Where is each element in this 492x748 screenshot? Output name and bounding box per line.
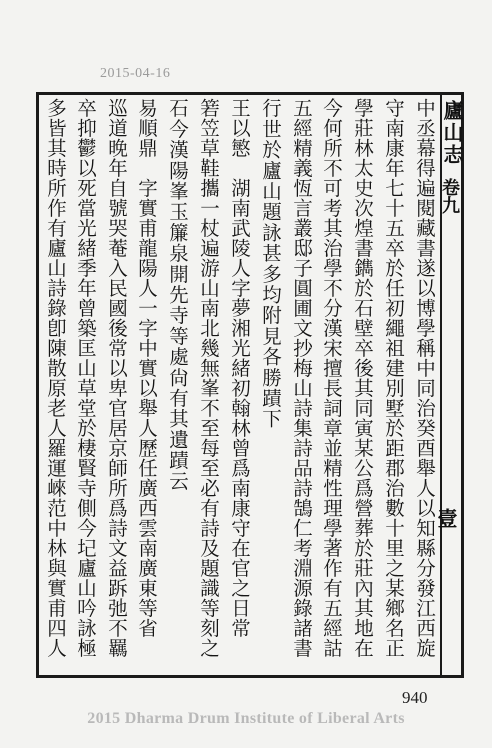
text-column-8: 箬笠草鞋攜一杖遍游山南北幾無峯不至每至必有詩及題識等刻之 [197,98,220,658]
text-column-11: 巡道晚年自號哭菴入民國後常以卑官居京師所爲詩文益跅弛不羈 [105,98,128,658]
text-column-5: 五經精義恆言叢邸子圓圃文抄梅山詩集詩品詩鵠仁考淵源錄諸書 [290,98,313,658]
text-column-13: 多皆其時所作有廬山詩錄卽陳散原老人羅運崍范中林與實甫四人 [44,98,67,658]
text-column-6: 行世於廬山題詠甚多均附見各勝蹟下 [259,98,282,430]
text-column-10: 易順鼎 字實甫龍陽人一字中實以舉人歷任廣西雲南廣東等省 [135,98,158,638]
text-column-2: 守南康年七十五卒於任初繩祖建別墅於距郡治數十里之某鄉名正 [382,98,405,658]
book-title: 廬山志 [440,100,464,166]
text-column-7: 王以慜 湖南武陵人字夢湘光緒初翰林曾爲南康守在官之日常 [228,98,251,638]
text-column-1: 中丞幕得遍閱藏書遂以博學稱中同治癸酉舉人以知縣分發江西旋 [413,98,436,658]
text-column-3: 學莊林太史次煌書鐫於石壁卒後其同寅某公爲營葬於莊內其地在 [351,98,374,658]
text-column-12: 卒抑鬱以死當光緒季年曾築匡山草堂於棲賢寺側今圮廬山吟詠極 [74,98,97,658]
watermark-footer: 2015 Dharma Drum Institute of Liberal Arts [87,710,405,727]
leaf-mark: 壹 [434,508,458,528]
text-column-4: 今何所不可考其治學不分漢宋擅長詞章並精性理學著作有五經詁 [320,98,343,658]
volume-label: 卷九 [439,178,460,214]
scan-date-stamp: 2015-04-16 [100,66,171,81]
page-number: 940 [402,688,428,707]
text-column-9: 石今漢陽峯玉簾泉開先寺等處尙有其遺蹟云 [166,98,189,492]
